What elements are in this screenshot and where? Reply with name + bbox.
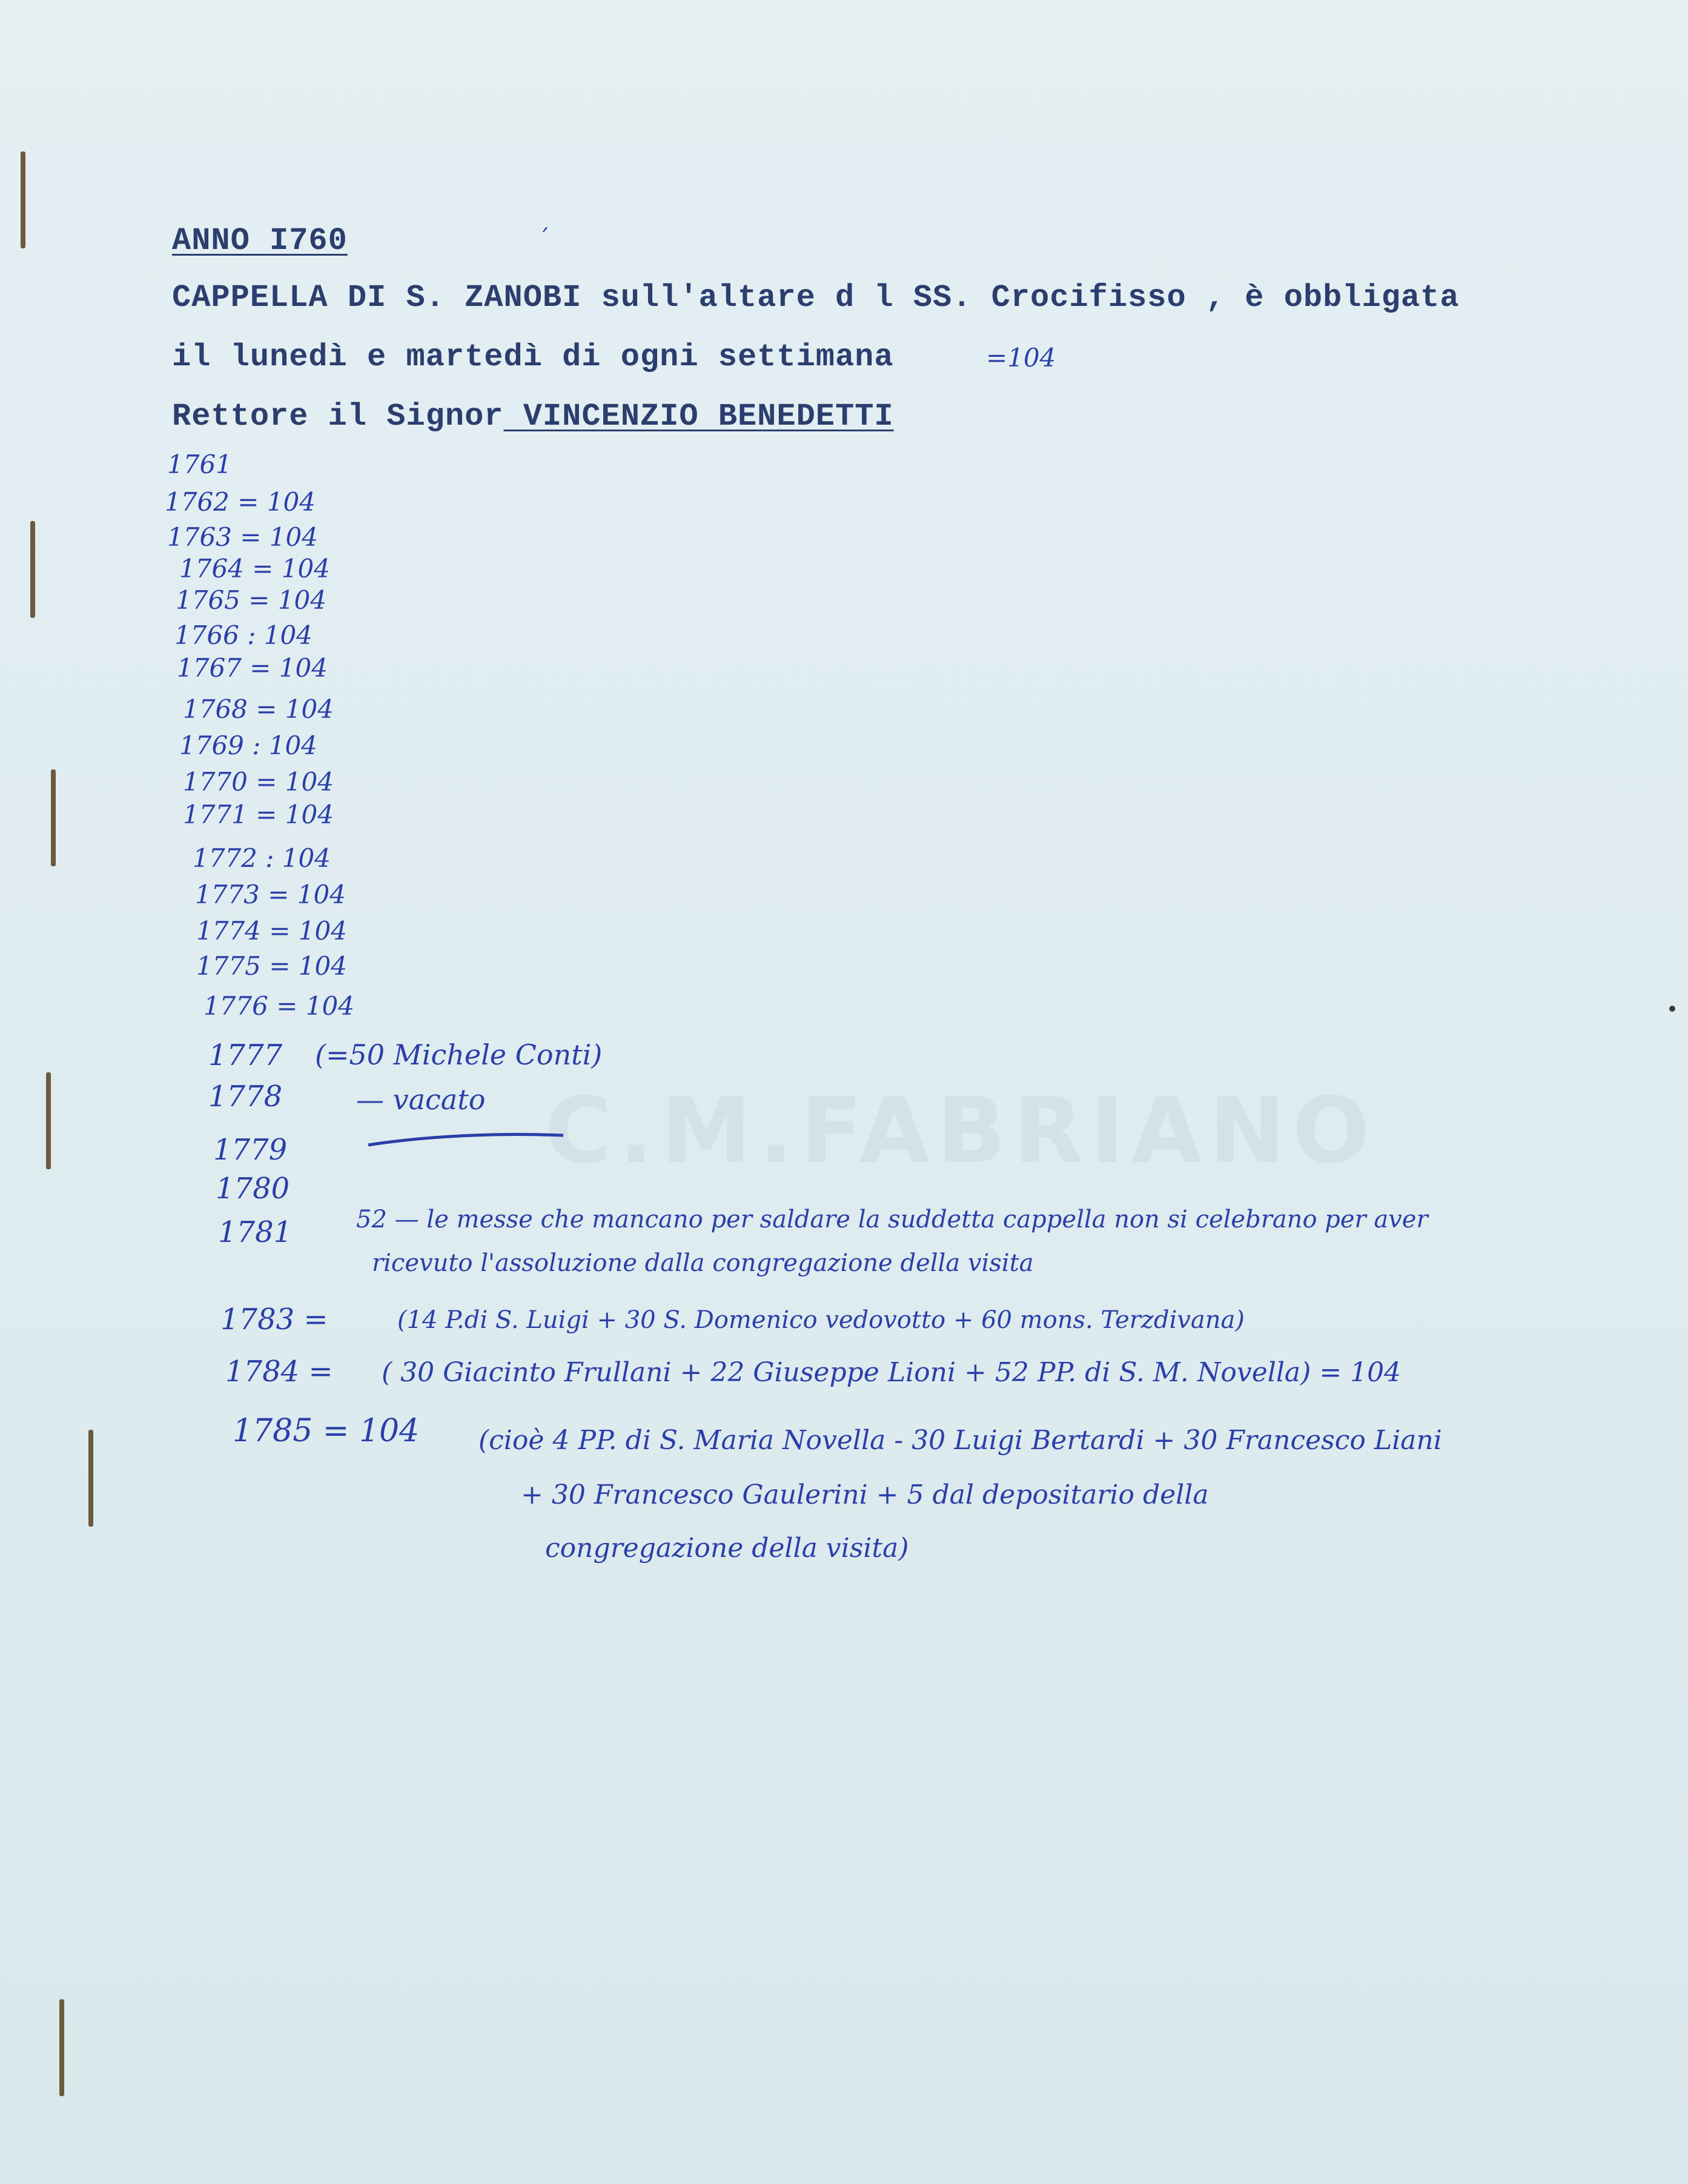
rector-name: VINCENZIO BENEDETTI xyxy=(503,399,894,434)
binding-mark xyxy=(21,151,25,248)
binding-mark xyxy=(30,521,35,618)
rector-prefix: Rettore il Signor xyxy=(172,399,504,434)
tally-entry: 1762 = 104 xyxy=(165,487,316,517)
binding-mark xyxy=(88,1430,93,1527)
tally-entry: 1769 : 104 xyxy=(179,731,317,760)
tally-entry: 1761 xyxy=(167,450,232,479)
tally-entry: 1776 = 104 xyxy=(204,991,354,1021)
tally-entry: 1764 = 104 xyxy=(179,554,330,583)
year-title: ANNO I760 xyxy=(172,223,348,259)
rector-line xyxy=(172,399,894,434)
note-1785-line2: + 30 Francesco Gaulerini + 5 dal depositario della xyxy=(521,1479,1209,1510)
schedule-note: =104 xyxy=(986,343,1056,373)
tally-entry: 1778 xyxy=(208,1080,283,1114)
note-1781-line2: ricevuto l'assoluzione dalla congregazione della visita xyxy=(372,1249,1034,1277)
tally-entry: 1774 = 104 xyxy=(196,916,347,946)
tally-entry: 1766 : 104 xyxy=(174,620,313,650)
tick-mark: ˊ xyxy=(538,225,550,253)
note-1785-line1: (cioè 4 PP. di S. Maria Novella - 30 Luigi Bertardi + 30 Francesco Liani xyxy=(478,1425,1442,1456)
label-1785: 1785 = 104 xyxy=(233,1413,420,1449)
blank-rule-line xyxy=(363,1127,569,1151)
tally-entry: 1770 = 104 xyxy=(183,767,334,797)
tally-entry: 1773 = 104 xyxy=(195,880,346,909)
tally-entry: 1768 = 104 xyxy=(183,694,334,724)
schedule-line: il lunedì e martedì di ogni settimana xyxy=(172,339,894,375)
binding-mark xyxy=(51,769,56,866)
tally-entry: 1777 xyxy=(208,1038,283,1072)
note-1778: — vacato xyxy=(356,1083,486,1116)
label-1783: 1783 = xyxy=(220,1303,328,1336)
tally-entry: 1781 xyxy=(218,1215,293,1249)
label-1784: 1784 = xyxy=(225,1355,333,1389)
chapel-line: CAPPELLA DI S. ZANOBI sull'altare d l SS. Crocifisso , è obbligata xyxy=(172,280,1460,316)
note-1784: ( 30 Giacinto Frullani + 22 Giuseppe Lioni + 52 PP. di S. M. Novella) = 104 xyxy=(382,1357,1402,1388)
tally-entry: 1767 = 104 xyxy=(177,653,328,683)
note-1783: (14 P.di S. Luigi + 30 S. Domenico vedovotto + 60 mons. Terzdivana) xyxy=(397,1306,1245,1334)
paper-watermark: C.M.FABRIANO xyxy=(545,1078,1377,1184)
binding-mark xyxy=(59,1999,64,2096)
tally-entry: 1771 = 104 xyxy=(183,800,334,829)
tally-entry: 1780 xyxy=(216,1172,290,1206)
tally-entry: 1763 = 104 xyxy=(167,522,318,552)
note-1781-line1: 52 — le messe che mancano per saldare la suddetta cappella non si celebrano per aver xyxy=(356,1206,1428,1233)
tally-entry: 1765 = 104 xyxy=(176,585,326,615)
note-1777: (=50 Michele Conti) xyxy=(315,1038,603,1071)
tally-entry: 1779 xyxy=(213,1133,288,1167)
tally-entry: 1772 : 104 xyxy=(193,843,331,873)
ink-dot xyxy=(1669,1006,1675,1012)
binding-mark xyxy=(46,1072,51,1169)
tally-entry: 1775 = 104 xyxy=(196,951,347,981)
note-1785-line3: congregazione della visita) xyxy=(545,1533,909,1564)
